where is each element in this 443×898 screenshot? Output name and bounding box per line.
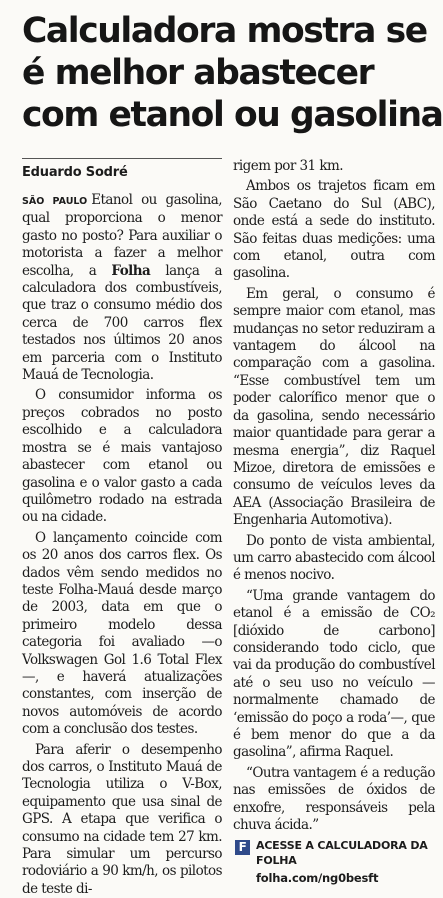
calculator-promo[interactable] [233,838,435,886]
headline [22,10,443,136]
promo-link[interactable]: folha.com/ng0besft [256,871,379,886]
paragraph: “Uma grande vantagem do etanol é a emissão de CO₂ [dióxido de carbono] considerando todo ciclo, que vai da produção do combustível até o seu uso no veículo —normalmente chamado de ‘emissão do poço a roda’—, que é bem menor do que a da gasolina”, afirma Raquel. [233,587,435,761]
paragraph: Para aferir o desempenho dos carros, o Instituto Mauá de Tecnologia utiliza o V-Box, equipamento que usa sinal de GPS. A etapa que verifica o consumo na cidade tem 27 km. Para simular um percurso rodoviário a 90 km/h, os pilotos de teste di- [22,741,222,897]
headline-line: é melhor abastecer [22,53,374,93]
byline-divider [22,158,222,159]
headline-line: com etanol ou gasolina [22,95,443,135]
folha-logo-icon: F [235,840,250,855]
dateline: SÃO PAULO [22,196,88,207]
paragraph: Ambos os trajetos ficam em São Caetano do Sul (ABC), onde está a sede do instituto. São feitas duas medições: uma com etanol, outra com gasolina. [233,178,435,282]
paragraph: Do ponto de vista ambiental, um carro abastecido com álcool é menos nocivo. [233,532,435,584]
paragraph: Em geral, o consumo é sempre maior com etanol, mas mudanças no setor reduziram a vantagem do álcool na comparação com a gasolina. “Esse combustível tem um poder calorífico menor que o da gasolina, sendo necessário maior quantidade para gerar a mesma energia”, diz Raquel Mizoe, diretora de emissões e consumo de veículos leves da AEA (Associação Brasileira de Engenharia Automotiva). [233,285,435,529]
paragraph: O lançamento coincide com os 20 anos dos carros flex. Os dados vêm sendo medidos no teste Folha-Mauá desde março de 2003, data em que o primeiro modelo dessa categoria foi avaliado —o Volkswagen Gol 1.6 Total Flex—, e haverá atualizações constantes, com inserção de novos automóveis de acordo com a conclusão dos testes. [22,529,222,738]
paragraph-text: Etanol ou gasolina, qual proporciona o menor gasto no posto? Para auxiliar o motorista a fazer a melhor escolha, a [22,192,223,279]
promo-text [256,838,435,886]
article-column-left [22,192,223,897]
folha-name: Folha [111,262,151,279]
paragraph [22,192,222,384]
paragraph-text: lança a calculadora dos combustíveis, que traz o consumo médio dos cerca de 700 carros flex testados nos últimos 20 anos em parceria com o Instituto Mauá de Tecnologia. [22,262,222,384]
paragraph: O consumidor informa os preços cobrados no posto escolhido e a calculadora mostra se é mais vantajoso abastecer com etanol ou gasolina e o valor gasto a cada quilômetro rodado na estrada ou na cidade. [22,387,222,526]
headline-line: Calculadora mostra se [22,11,427,51]
byline: Eduardo Sodré [22,165,128,180]
promo-label: ACESSE A CALCULADORA DA FOLHA [256,839,428,868]
paragraph: “Outra vantagem é a redução nas emissões de óxidos de enxofre, responsáveis pela chuva ácida.” [233,764,435,834]
article-column-right [233,158,435,887]
paragraph-continuation: rigem por 31 km. [233,158,343,174]
